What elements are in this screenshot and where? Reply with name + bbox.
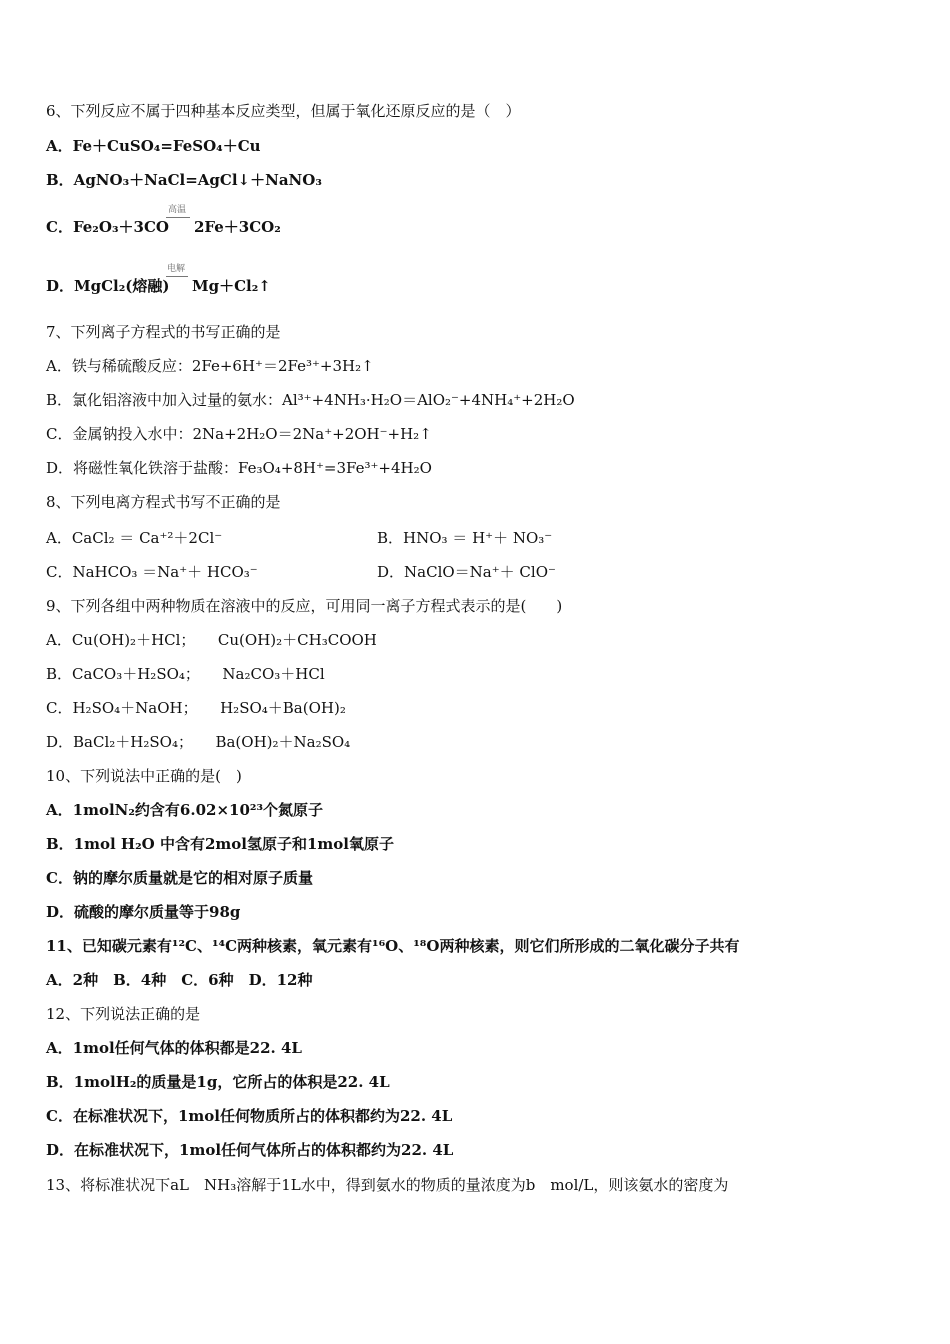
q7-option-b: B．氯化铝溶液中加入过量的氨水：Al³⁺+4NH₃·H₂O＝AlO₂⁻+4NH₄⁺+2H₂O (46, 391, 575, 409)
q7-option-d: D．将磁性氧化铁溶于盐酸：Fe₃O₄+8H⁺=3Fe³⁺+4H₂O (46, 459, 432, 477)
q6-title: 6、下列反应不属于四种基本反应类型，但属于氧化还原反应的是（ ） (46, 102, 521, 120)
q10-title: 10、下列说法中正确的是( ) (46, 767, 242, 785)
q6-c-condition: 高温 (168, 205, 187, 215)
q9-title: 9、下列各组中两种物质在溶液中的反应，可用同一离子方程式表示的是( ) (46, 597, 563, 615)
q10-option-c: C．钠的摩尔质量就是它的相对原子质量 (46, 869, 313, 887)
q6-option-b: B．AgNO₃＋NaCl=AgCl↓＋NaNO₃ (46, 171, 322, 189)
q8-option-d: D．NaClO＝Na⁺＋ ClO⁻ (377, 563, 556, 581)
q8-option-a: A．CaCl₂ ＝ Ca⁺²＋2Cl⁻ (46, 529, 223, 547)
q9-option-a: A．Cu(OH)₂＋HCl； Cu(OH)₂＋CH₃COOH (46, 631, 377, 649)
q12-title: 12、下列说法正确的是 (46, 1005, 201, 1023)
q6-d-condition: 电解 (167, 264, 186, 274)
q11-title: 11、已知碳元素有¹²C、¹⁴C两种核素，氧元素有¹⁶O、¹⁸O两种核素，则它们所形成的二氧化碳分子共有 (46, 937, 740, 955)
q7-title: 7、下列离子方程式的书写正确的是 (46, 323, 281, 341)
q8-option-c: C．NaHCO₃ ＝Na⁺＋ HCO₃⁻ (46, 563, 258, 581)
q9-option-c: C．H₂SO₄＋NaOH； H₂SO₄＋Ba(OH)₂ (46, 699, 346, 717)
q13-title: 13、将标准状况下aL NH₃溶解于1L水中，得到氨水的物质的量浓度为b mol/L，则该氨水的密度为 (46, 1176, 729, 1194)
q11-options: A．2种 B．4种 C．6种 D．12种 (46, 971, 313, 989)
q6-option-d (46, 276, 170, 296)
q6-option-c (46, 217, 169, 237)
q10-option-b: B．1mol H₂O 中含有2mol氢原子和1mol氧原子 (46, 835, 394, 853)
q6-option-a: A．Fe＋CuSO₄=FeSO₄＋Cu (46, 137, 261, 155)
q12-option-c: C．在标准状况下，1mol任何物质所占的体积都约为22. 4L (46, 1107, 453, 1125)
q6-option-d-right: Mg＋Cl₂↑ (192, 277, 271, 295)
q8-option-b: B．HNO₃ ＝ H⁺＋ NO₃⁻ (377, 529, 553, 547)
q6-d-condition-bar (166, 276, 188, 277)
q9-option-d: D．BaCl₂＋H₂SO₄； Ba(OH)₂＋Na₂SO₄ (46, 733, 351, 751)
q12-option-b: B．1molH₂的质量是1g，它所占的体积是22. 4L (46, 1073, 390, 1091)
q6-option-c-left: C．Fe₂O₃＋3CO (46, 218, 169, 236)
q7-option-a: A．铁与稀硫酸反应：2Fe+6H⁺＝2Fe³⁺+3H₂↑ (46, 357, 374, 375)
q6-option-d-left: D．MgCl₂(熔融) (46, 277, 170, 295)
q7-option-c: C．金属钠投入水中：2Na+2H₂O＝2Na⁺+2OH⁻+H₂↑ (46, 425, 432, 443)
q9-option-b: B．CaCO₃＋H₂SO₄； Na₂CO₃＋HCl (46, 665, 325, 683)
q12-option-d: D．在标准状况下，1mol任何气体所占的体积都约为22. 4L (46, 1141, 454, 1159)
q12-option-a: A．1mol任何气体的体积都是22. 4L (46, 1039, 302, 1057)
q6-option-c-right: 2Fe＋3CO₂ (194, 218, 281, 236)
q10-option-a: A．1molN₂约含有6.02×10²³个氮原子 (46, 801, 324, 819)
q8-title: 8、下列电离方程式书写不正确的是 (46, 493, 281, 511)
q6-c-condition-bar (166, 217, 190, 218)
q10-option-d: D．硫酸的摩尔质量等于98g (46, 903, 241, 921)
